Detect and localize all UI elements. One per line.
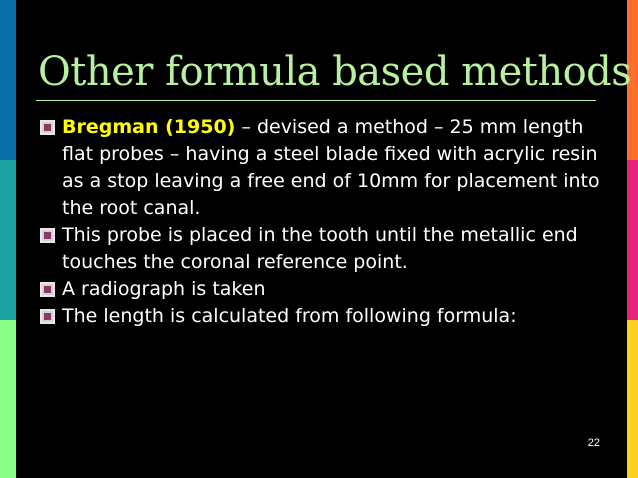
bullet-text: This probe is placed in the tooth until the metallic end touches the coronal reference point. [62, 224, 578, 273]
bullet-list [38, 114, 604, 330]
bullet-item [38, 222, 604, 276]
right-bar-middle-segment [627, 160, 638, 320]
bullet-item [38, 114, 604, 222]
left-bar-middle-segment [0, 160, 16, 320]
bullet-item [38, 303, 604, 330]
square-bullet-icon [40, 309, 55, 324]
left-accent-bar [0, 0, 16, 478]
bullet-item [38, 276, 604, 303]
page-number: 22 [587, 437, 600, 449]
square-bullet-icon [40, 282, 55, 297]
bullet-highlight: Bregman (1950) [62, 116, 236, 138]
left-bar-bottom-segment [0, 320, 16, 478]
bullet-text: – devised a method – 25 mm length flat probes – having a steel blade fixed with acrylic resin as a stop leaving a free end of 10mm for placement into the root canal. [62, 116, 600, 219]
left-bar-top-segment [0, 0, 16, 160]
bullet-text: The length is calculated from following formula: [62, 305, 517, 327]
title-underline [36, 100, 596, 101]
square-bullet-icon [40, 228, 55, 243]
right-bar-bottom-segment [627, 320, 638, 478]
slide-title: Other formula based methods [38, 49, 632, 95]
bullet-text: A radiograph is taken [62, 278, 266, 300]
square-bullet-icon [40, 120, 55, 135]
